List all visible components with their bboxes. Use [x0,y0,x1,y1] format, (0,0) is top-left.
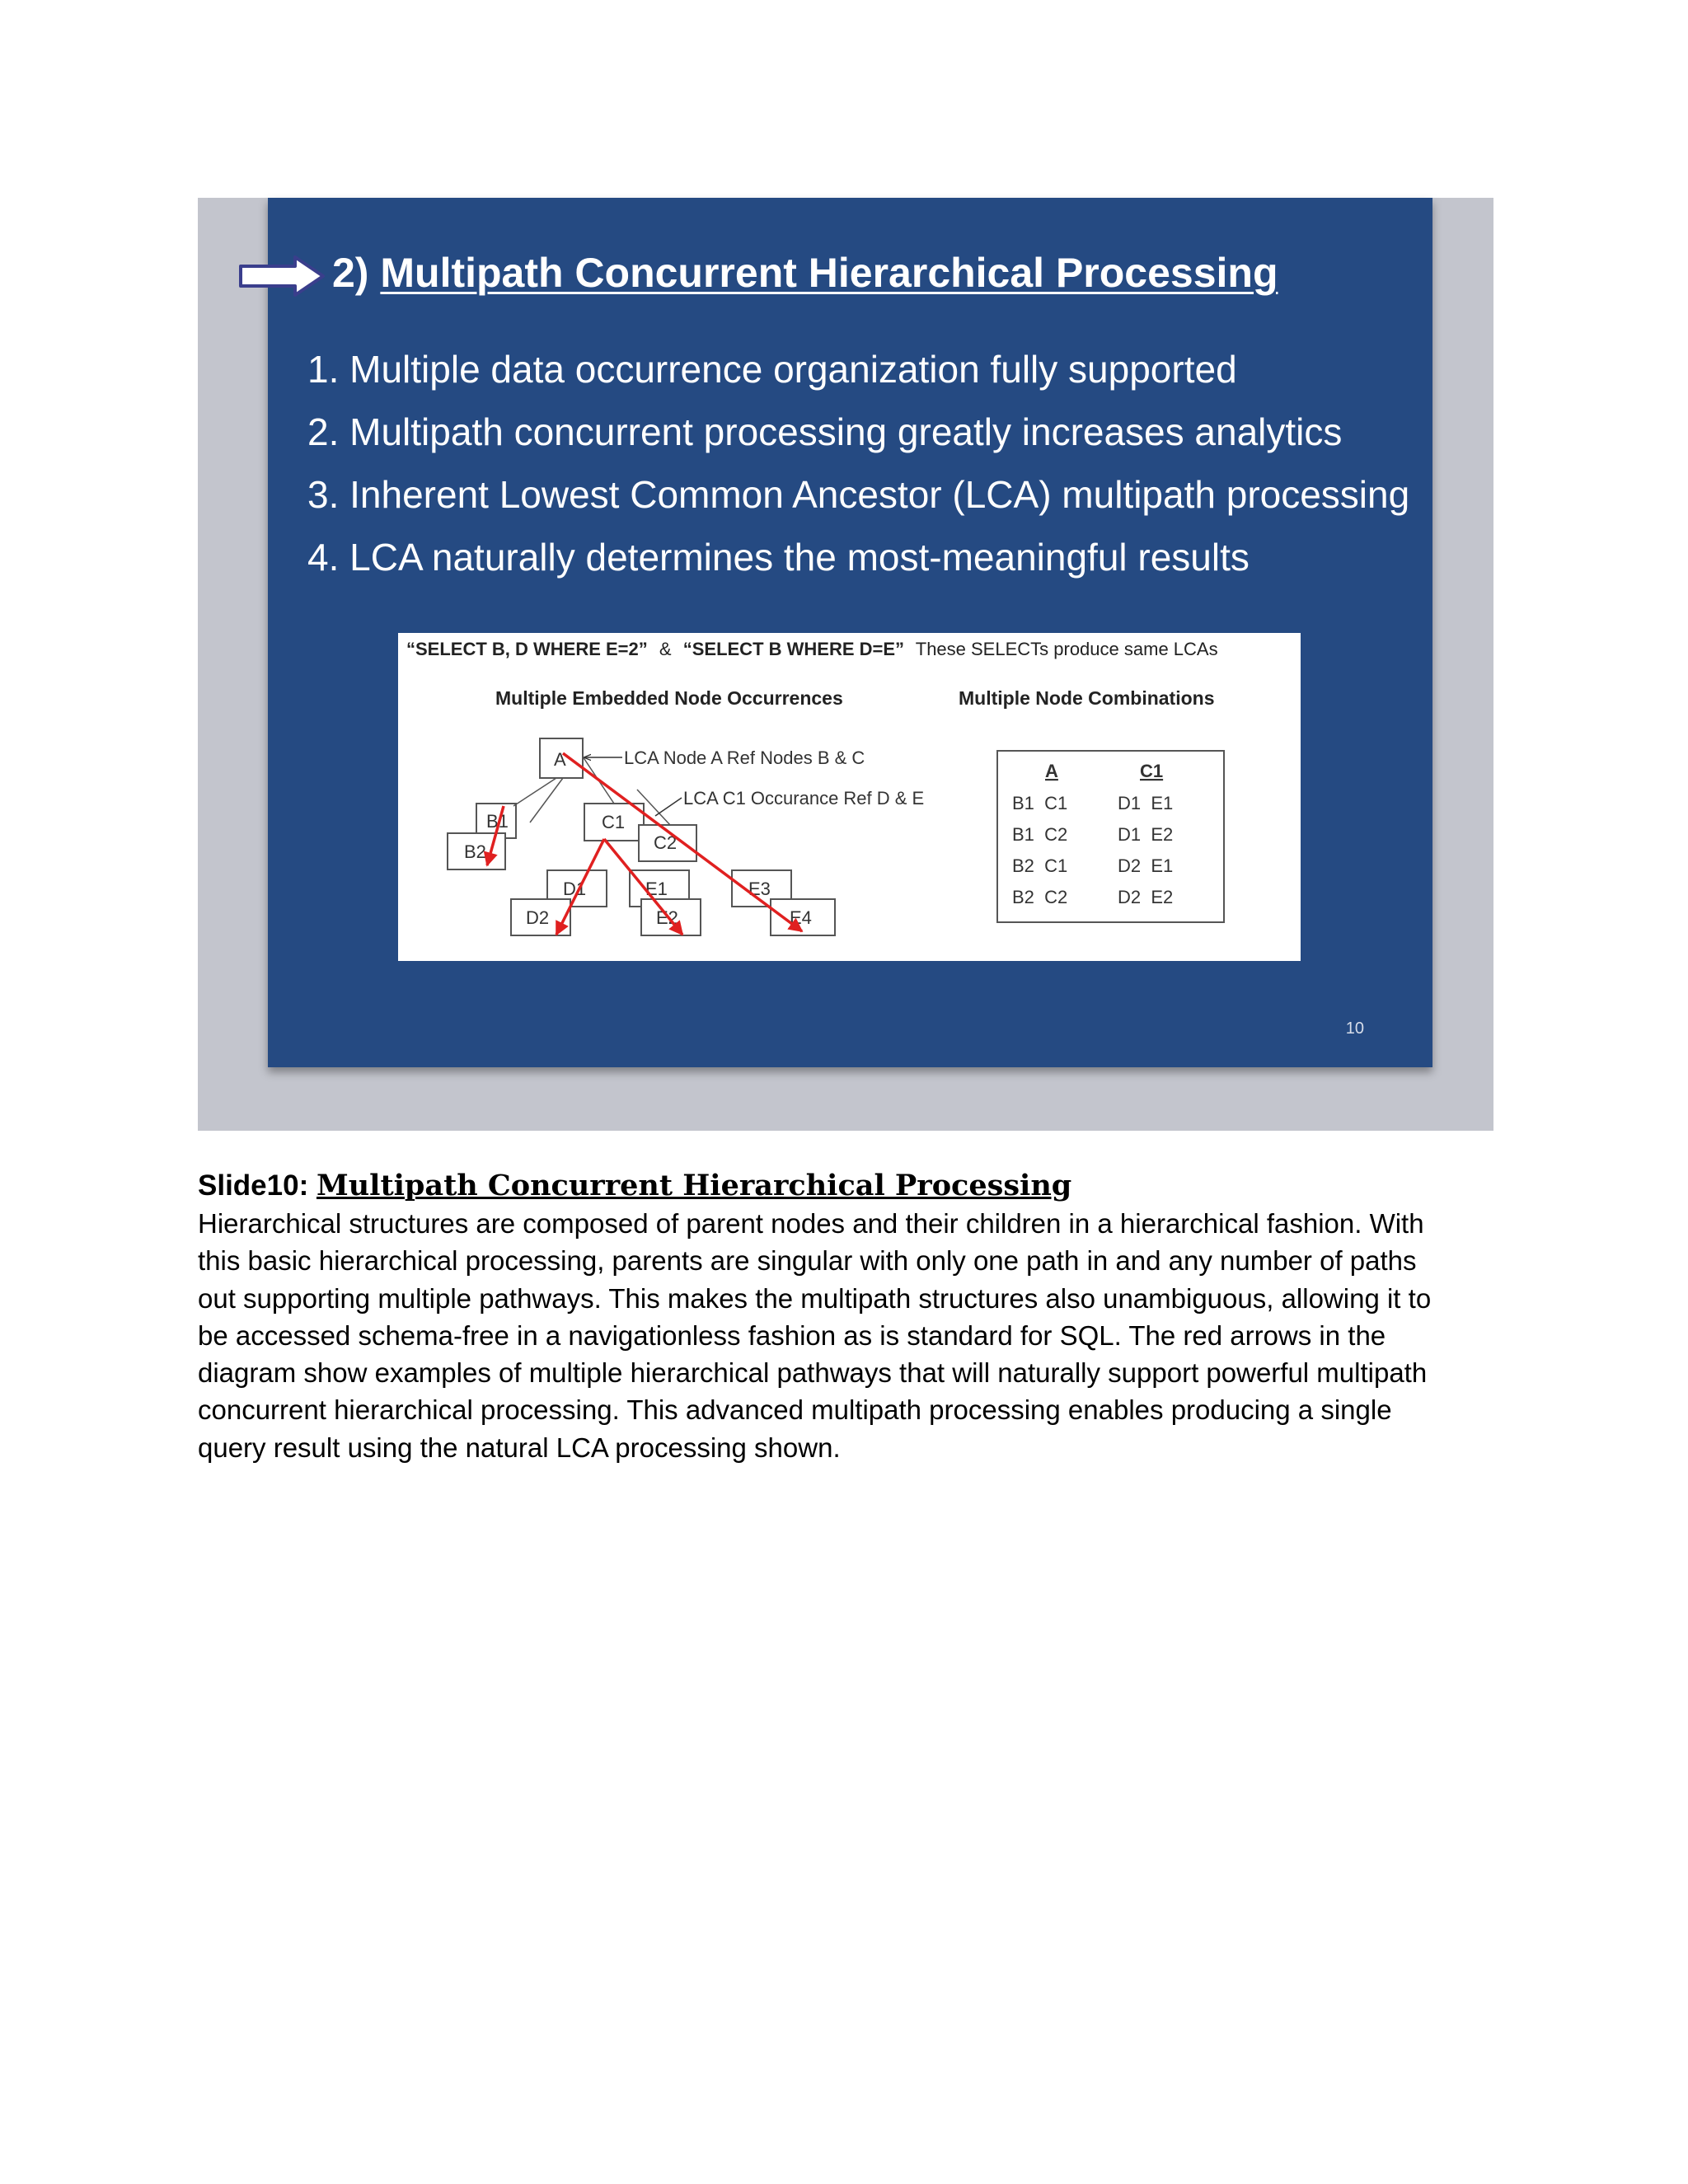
node-a-label: A [554,749,566,770]
node-e4-label: E4 [790,907,812,928]
figure-query-line [406,639,1218,659]
node-b2-label: B2 [464,841,486,862]
right-heading: Multiple Node Combinations [959,687,1215,709]
table-cell: D1 E1 [1118,793,1174,813]
node-e3-label: E3 [748,879,771,899]
hierarchy-figure [398,633,1301,961]
query-note: These SELECTs produce same LCAs [915,639,1218,659]
node-c2-label: C2 [654,832,678,853]
annotation-c1: LCA C1 Occurance Ref D & E [683,788,925,808]
query-amp: & [659,639,672,659]
caption-line: query result using the natural LCA processing shown. [198,1432,841,1463]
caption-title: Multipath Concurrent Hierarchical Processing [316,1169,1072,1202]
bullet-list [307,338,1409,588]
query-one: “SELECT B, D WHERE E=2” [406,639,648,659]
table-cell: D1 E2 [1118,824,1174,845]
node-c1-label: C1 [602,812,626,832]
table-cell: B1 C1 [1012,793,1068,813]
table-cell: B1 C2 [1012,824,1068,845]
node-b1-label: B1 [486,811,509,832]
caption-line: this basic hierarchical processing, parents are singular with only one path in and any number of paths [198,1245,1417,1277]
query-two: “SELECT B WHERE D=E” [682,639,905,659]
bullet-item: 1. Multiple data occurrence organization fully supported [307,348,1237,391]
bullet-item: 3. Inherent Lowest Common Ancestor (LCA) multipath processing [307,473,1410,516]
table-cell: B2 C2 [1012,887,1068,907]
slide-title-text: Multipath Concurrent Hierarchical Processing [380,250,1278,296]
caption-heading [198,1169,1071,1202]
table-cell: B2 C1 [1012,855,1068,876]
table-header-c1: C1 [1140,761,1164,781]
caption-line: Hierarchical structures are composed of parent nodes and their children in a hierarchical fashion. With [198,1208,1424,1239]
slide [268,198,1432,1067]
slide-frame [198,198,1493,1131]
caption-line: out supporting multiple pathways. This makes the multipath structures also unambiguous, allowing it to [198,1282,1432,1314]
bullet-item: 2. Multipath concurrent processing greatly increases analytics [307,410,1343,453]
node-e1-label: E1 [645,879,668,899]
annotation-c1-pointer [655,798,682,816]
slide-title-number: 2) [332,250,369,296]
slide-page-number: 10 [1345,1019,1364,1038]
node-d2-label: D2 [526,907,550,928]
caption-line: concurrent hierarchical processing. This advanced multipath processing enables producing a single [198,1394,1392,1426]
slide-title [332,249,1278,297]
caption-line: be accessed schema-free in a navigationless fashion as is standard for SQL. The red arrows in the [198,1319,1386,1351]
node-d1-label: D1 [563,879,587,899]
table-header-a: A [1045,761,1058,781]
right-arrow-icon [239,255,326,297]
table-cell: D2 E2 [1118,887,1174,907]
annotation-a: LCA Node A Ref Nodes B & C [624,748,865,768]
node-e2-label: E2 [656,907,678,928]
table-cell: D2 E1 [1118,855,1174,876]
bullet-item: 4. LCA naturally determines the most-meaningful results [307,536,1250,579]
hierarchy-diagram [398,633,1301,961]
caption-line: diagram show examples of multiple hierarchical pathways that will naturally support powerful multipath [198,1357,1428,1389]
caption-paragraph [198,1205,1504,1466]
left-heading: Multiple Embedded Node Occurrences [495,687,843,709]
caption-label: Slide10: [198,1169,309,1202]
